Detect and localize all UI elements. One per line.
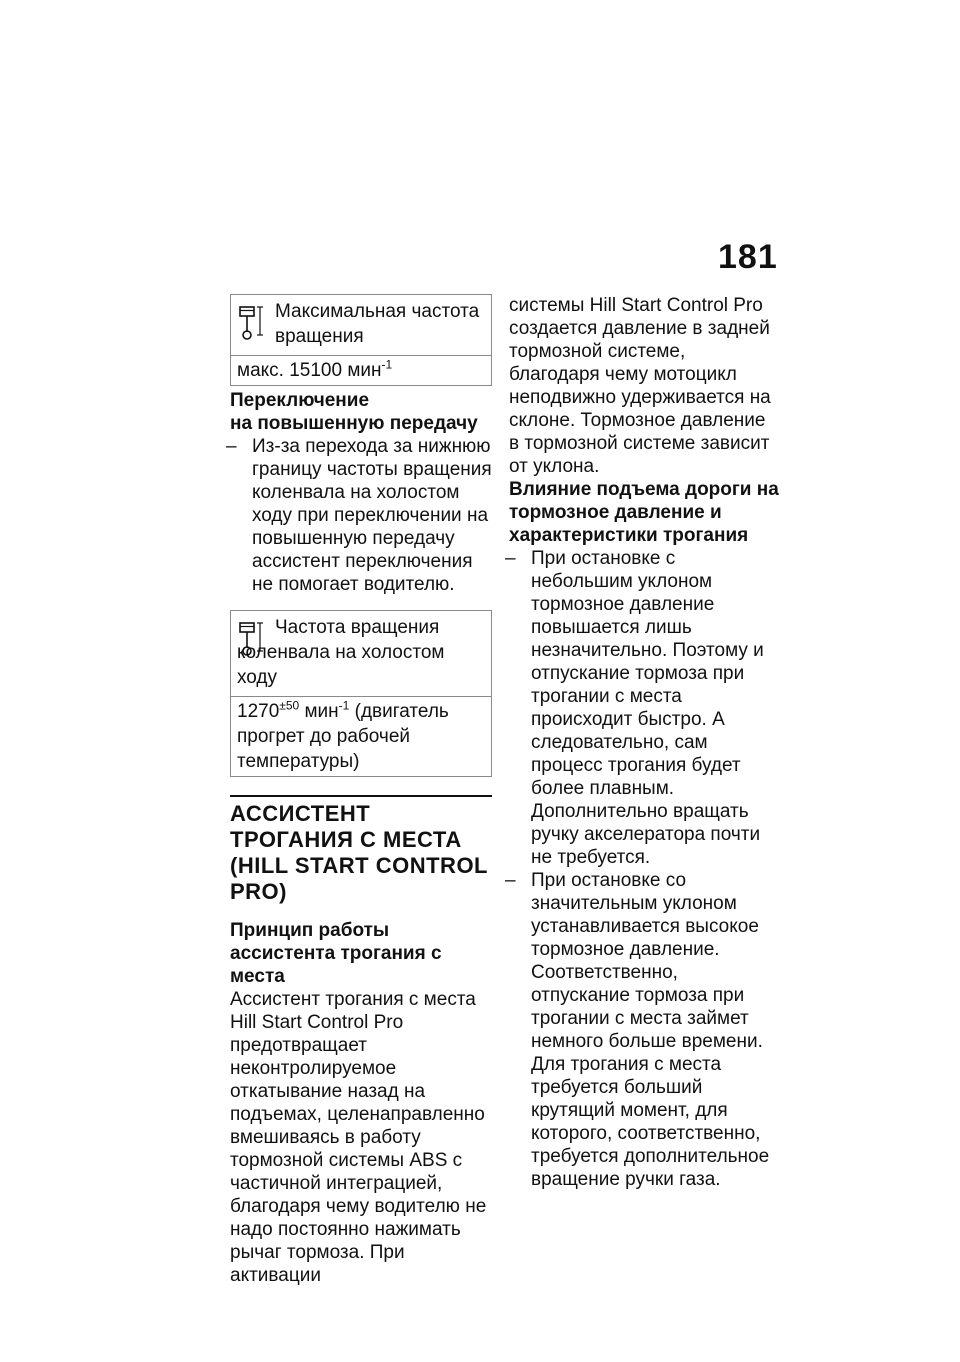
spec-box-header [231, 611, 491, 696]
section-divider [230, 795, 492, 797]
bullet-text: При остановке со значительным уклоном устанавливается высокое тормозное давление. Соответственно, отпускание тормоза при трогании с места займет немного больше времени. Для трогания с места требуется больший крутящий момент, для которого, соответственно, требуется дополнительное вращение ручки газа. [531, 870, 770, 1190]
small-incline-bullet [505, 547, 779, 869]
spec-box-header [231, 295, 491, 355]
incline-heading: Влияние подъема дороги на тормозное давление и характеристики трогания [509, 479, 779, 546]
max-rpm-spec-box [230, 294, 492, 386]
principle-paragraph: Ассистент трогания с места Hill Start Control Pro предотвращает неконтролируемое откатывание назад на подъемах, целенаправленно вмешиваясь в работу тормозной системы ABS с частичной интеграцией, благодаря чему водителю не надо постоянно нажимать рычаг тормоза. При активации [230, 989, 487, 1286]
page-number: 181 [718, 238, 778, 276]
idle-rpm-spec-box [230, 610, 492, 777]
idle-rpm-title: Частота вращения коленвала на холостом ходу [237, 617, 445, 688]
upshift-bullet [226, 435, 492, 596]
bullet-text: При остановке с небольшим уклоном тормозное давление повышается лишь незначительно. Поэтому и отпускание тормоза при трогании с места происходит быстро. А следовательно, сам процесс трогания будет более плавным. Дополнительно вращать ручку акселератора почти не требуется. [531, 548, 764, 868]
max-rpm-value: макс. 15100 мин$^{-1}$ [231, 355, 491, 385]
bullet-dash: – [505, 548, 516, 569]
right-column [505, 294, 779, 1191]
section-title: АССИСТЕНТ ТРОГАНИЯ С МЕСТА (HILL START CONTROL PRO) [230, 801, 488, 904]
max-rpm-title: Максимальная частота вращения [275, 301, 480, 347]
bullet-dash: – [505, 870, 516, 891]
bullet-dash: – [226, 436, 237, 457]
upshift-heading-line2: на повышенную передачу [230, 413, 478, 434]
upshift-heading-line1: Переключение [230, 390, 370, 411]
piston-icon [237, 305, 263, 341]
left-column [226, 294, 492, 1287]
principle-heading: Принцип работы ассистента трогания с места [230, 920, 442, 987]
idle-rpm-value: $1270^{\pm 50}$ мин$^{-1}$ (двигатель прогрет до рабочей температуры) [231, 696, 491, 776]
steep-incline-bullet [505, 869, 779, 1191]
continued-paragraph: системы Hill Start Control Pro создается давление в задней тормозной системе, благодаря чему мотоцикл неподвижно удерживается на склоне. Тормозное давление в тормозной системе зависит от уклона. [509, 295, 771, 477]
piston-icon [237, 621, 263, 657]
bullet-text: Из-за перехода за нижнюю границу частоты вращения коленвала на холостом ходу при переключении на повышенную передачу ассистент переключения не помогает водителю. [252, 436, 492, 595]
